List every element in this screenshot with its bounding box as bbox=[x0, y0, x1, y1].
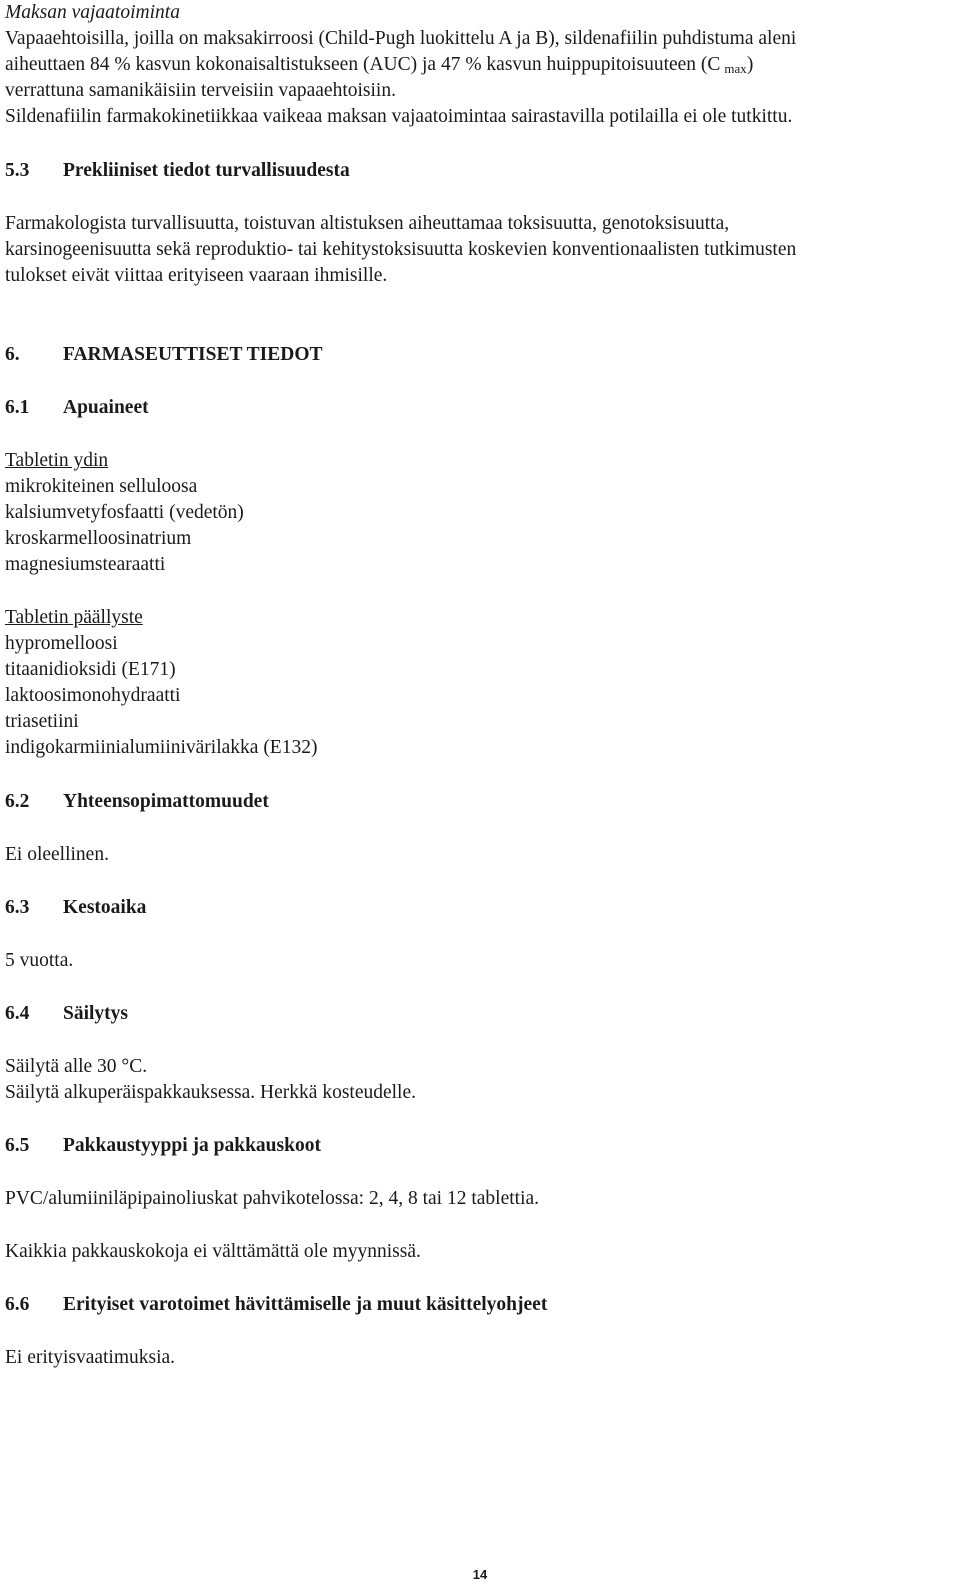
section-6-3-text: 5 vuotta. bbox=[5, 950, 74, 971]
section-6-2-text: Ei oleellinen. bbox=[5, 844, 109, 865]
hepatic-line-4: Sildenafiilin farmakokinetiikkaa vaikeaa maksan vajaatoimintaa sairastavilla potilailla ei ole tutkittu. bbox=[5, 106, 793, 127]
section-6-4-heading bbox=[5, 1001, 950, 1027]
section-6-3-title: Kestoaika bbox=[63, 897, 147, 918]
page-number: 14 bbox=[472, 1567, 488, 1582]
section-6-5-text-1: PVC/alumiiniläpipainoliuskat pahvikotelossa: 2, 4, 8 tai 12 tablettia. bbox=[5, 1188, 540, 1209]
section-5-3-heading bbox=[5, 158, 950, 184]
core-ingredient: mikrokiteinen selluloosa bbox=[5, 476, 198, 497]
document-page bbox=[5, 0, 950, 1371]
coating-ingredient: titaanidioksidi (E171) bbox=[5, 659, 176, 680]
hepatic-line-1: Vapaaehtoisilla, joilla on maksakirroosi (Child-Pugh luokittelu A ja B), sildenafiilin puhdistuma aleni bbox=[5, 28, 797, 49]
coating-ingredient: triasetiini bbox=[5, 711, 79, 732]
section-6-number: 6. bbox=[5, 344, 20, 365]
section-6-heading bbox=[5, 342, 950, 368]
section-5-3-line-3: tulokset eivät viittaa erityiseen vaaraan ihmisille. bbox=[5, 265, 388, 286]
section-6-4-line-2: Säilytä alkuperäispakkauksessa. Herkkä kosteudelle. bbox=[5, 1082, 416, 1103]
section-5-3-number: 5.3 bbox=[5, 160, 30, 181]
tablet-core-label: Tabletin ydin bbox=[5, 450, 109, 471]
section-6-6-number: 6.6 bbox=[5, 1294, 30, 1315]
section-6-6-text: Ei erityisvaatimuksia. bbox=[5, 1347, 176, 1368]
section-6-5-text-2: Kaikkia pakkauskokoja ei välttämättä ole myynnissä. bbox=[5, 1241, 421, 1262]
hepatic-line-2-close: ) bbox=[746, 54, 754, 75]
section-5-3-line-1: Farmakologista turvallisuutta, toistuvan altistuksen aiheuttamaa toksisuutta, genotoksisuutta, bbox=[5, 213, 730, 234]
section-6-2-title: Yhteensopimattomuudet bbox=[63, 791, 269, 812]
hepatic-line-2 bbox=[5, 52, 950, 78]
section-6-1-number: 6.1 bbox=[5, 397, 30, 418]
core-ingredient: magnesiumstearaatti bbox=[5, 554, 166, 575]
section-5-3-title: Prekliiniset tiedot turvallisuudesta bbox=[63, 160, 350, 181]
core-ingredient: kalsiumvetyfosfaatti (vedetön) bbox=[5, 502, 244, 523]
section-6-2-heading bbox=[5, 789, 950, 815]
section-6-1-title: Apuaineet bbox=[63, 397, 149, 418]
coating-ingredient: indigokarmiinialumiinivärilakka (E132) bbox=[5, 737, 318, 758]
section-6-5-title: Pakkaustyyppi ja pakkauskoot bbox=[63, 1135, 321, 1156]
section-6-4-line-1: Säilytä alle 30 °C. bbox=[5, 1056, 148, 1077]
section-6-4-title: Säilytys bbox=[63, 1003, 129, 1024]
core-ingredient: kroskarmelloosinatrium bbox=[5, 528, 192, 549]
section-6-2-number: 6.2 bbox=[5, 791, 30, 812]
section-6-title: FARMASEUTTISET TIEDOT bbox=[63, 344, 323, 365]
hepatic-line-3: verrattuna samanikäisiin terveisiin vapaaehtoisiin. bbox=[5, 80, 396, 101]
section-6-3-heading bbox=[5, 895, 950, 921]
hepatic-title: Maksan vajaatoiminta bbox=[5, 2, 180, 23]
section-6-4-number: 6.4 bbox=[5, 1003, 30, 1024]
section-6-3-number: 6.3 bbox=[5, 897, 30, 918]
section-6-5-heading bbox=[5, 1133, 950, 1159]
cmax-subscript: max bbox=[724, 61, 747, 76]
section-5-3-line-2: karsinogeenisuutta sekä reproduktio- tai kehitystoksisuutta koskevien konventionaalisten tutkimusten bbox=[5, 239, 797, 260]
section-6-1-heading bbox=[5, 395, 950, 421]
coating-ingredient: hypromelloosi bbox=[5, 633, 118, 654]
coating-ingredient: laktoosimonohydraatti bbox=[5, 685, 181, 706]
hepatic-line-2-text: aiheuttaen 84 % kasvun kokonaisaltistukseen (AUC) ja 47 % kasvun huippupitoisuuteen (C bbox=[5, 54, 721, 75]
section-6-6-title: Erityiset varotoimet hävittämiselle ja muut käsittelyohjeet bbox=[63, 1294, 548, 1315]
tablet-coating-label: Tabletin päällyste bbox=[5, 607, 143, 628]
section-6-6-heading bbox=[5, 1292, 950, 1318]
section-6-5-number: 6.5 bbox=[5, 1135, 30, 1156]
